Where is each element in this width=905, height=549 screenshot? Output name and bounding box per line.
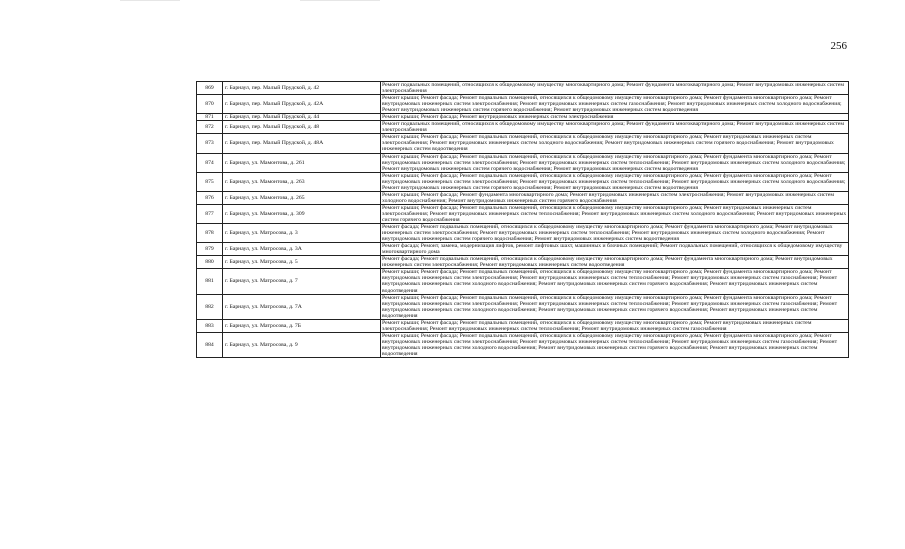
row-number: 884 (197, 332, 223, 357)
repair-works-list: Ремонт фасада; Ремонт, замена, модернизация лифтов, ремонт лифтовых шахт, машинных и блочных помещений; Ремонт подвальных помещений, относящихся к общедомовому имуществу многоквартирного дома (381, 243, 849, 256)
repair-works-list: Ремонт подвальных помещений, относящихся к общедомовому имуществу многоквартирного дома; Ремонт фундамента многоквартирного дома; Ремонт внутридомовых инженерных систем электроснабжения (381, 121, 849, 134)
table-row (197, 121, 849, 134)
building-address: г. Барнаул, ул. Мамонтова, д. 261 (223, 153, 381, 172)
repair-works-list: Ремонт крыши; Ремонт фасада; Ремонт подвальных помещений, относящихся к общедомовому имуществу многоквартирного дома; Ремонт фундамента многоквартирного дома; Ремонт внутридомовых инженерных систем электроснабжения; Ремонт внутридомовых инженерных систем теплоснабжения; Ремонт внутридомовых инженерных систем газоснабжения; Ремонт внутридомовых инженерных систем холодного водоснабжения; Ремонт внутридомовых инженерных систем горячего водоснабжения; Ремонт внутридомовых инженерных систем водоотведения (381, 294, 849, 319)
building-address: г. Барнаул, ул. Матросова, д. 7А (223, 294, 381, 319)
building-address: г. Барнаул, ул. Матросова, д. 7 (223, 269, 381, 294)
row-number: 874 (197, 153, 223, 172)
building-address: г. Барнаул, ул. Матросова, д. 3А (223, 243, 381, 256)
repair-works-list: Ремонт крыши; Ремонт фасада; Ремонт подвальных помещений, относящихся к общедомовому имуществу многоквартирного дома; Ремонт внутридомовых инженерных систем электроснабжения; Ремонт внутридомовых инженерных систем теплоснабжения; Ремонт внутридомовых инженерных систем холодного водоснабжения; Ремонт внутридомовых инженерных систем горячего водоснабжения (381, 204, 849, 223)
table-row (197, 172, 849, 191)
table-row (197, 294, 849, 319)
table-row (197, 204, 849, 223)
building-address: г. Барнаул, пер. Малый Прудской, д. 42А (223, 95, 381, 114)
repair-works-list: Ремонт крыши; Ремонт фасада; Ремонт подвальных помещений, относящихся к общедомовому имуществу многоквартирного дома; Ремонт фундамента многоквартирного дома; Ремонт внутридомовых инженерных систем электроснабжения; Ремонт внутридомовых инженерных систем теплоснабжения; Ремонт внутридомовых инженерных систем холодного водоснабжения; Ремонт внутридомовых инженерных систем горячего водоснабжения; Ремонт внутридомовых инженерных систем водоотведения (381, 153, 849, 172)
building-address: г. Барнаул, ул. Мамонтова, д. 309 (223, 204, 381, 223)
table-row (197, 224, 849, 243)
row-number: 872 (197, 121, 223, 134)
repair-works-list: Ремонт крыши; Ремонт фасада; Ремонт подвальных помещений, относящихся к общедомовому имуществу многоквартирного дома; Ремонт фундамента многоквартирного дома; Ремонт внутридомовых инженерных систем электроснабжения; Ремонт внутридомовых инженерных систем теплоснабжения; Ремонт внутридомовых инженерных систем газоснабжения; Ремонт внутридомовых инженерных систем холодного водоснабжения; Ремонт внутридомовых инженерных систем горячего водоснабжения; Ремонт внутридомовых инженерных систем водоотведения (381, 332, 849, 357)
row-number: 883 (197, 319, 223, 332)
repair-works-list: Ремонт крыши; Ремонт фасада; Ремонт подвальных помещений, относящихся к общедомовому имуществу многоквартирного дома; Ремонт фундамента многоквартирного дома; Ремонт внутридомовых инженерных систем электроснабжения; Ремонт внутридомовых инженерных систем теплоснабжения; Ремонт внутридомовых инженерных систем газоснабжения; Ремонт внутридомовых инженерных систем холодного водоснабжения; Ремонт внутридомовых инженерных систем горячего водоснабжения; Ремонт внутридомовых инженерных систем водоотведения (381, 269, 849, 294)
scan-edge-line (120, 0, 180, 1)
table-row (197, 256, 849, 269)
repair-works-list: Ремонт крыши; Ремонт фасада; Ремонт подвальных помещений, относящихся к общедомовому имуществу многоквартирного дома; Ремонт фундамента многоквартирного дома; Ремонт внутридомовых инженерных систем электроснабжения; Ремонт внутридомовых инженерных систем газоснабжения; Ремонт внутридомовых инженерных систем холодного водоснабжения; Ремонт внутридомовых инженерных систем горячего водоснабжения; Ремонт внутридомовых инженерных систем водоотведения (381, 95, 849, 114)
table-row (197, 319, 849, 332)
table-row (197, 95, 849, 114)
building-address: г. Барнаул, ул. Матросова, д. 5 (223, 256, 381, 269)
building-address: г. Барнаул, пер. Малый Прудской, д. 48А (223, 134, 381, 153)
page-number: 256 (830, 40, 847, 52)
repair-works-list: Ремонт крыши; Ремонт фасада; Ремонт подвальных помещений, относящихся к общедомовому имуществу многоквартирного дома; Ремонт внутридомовых инженерных систем электроснабжения; Ремонт внутридомовых инженерных систем теплоснабжения; Ремонт внутридомовых инженерных систем газоснабжения (381, 319, 849, 332)
building-address: г. Барнаул, пер. Малый Прудской, д. 42 (223, 82, 381, 95)
repair-works-list: Ремонт крыши; Ремонт фасада; Ремонт подвальных помещений, относящихся к общедомовому имуществу многоквартирного дома; Ремонт фундамента многоквартирного дома; Ремонт внутридомовых инженерных систем электроснабжения; Ремонт внутридомовых инженерных систем теплоснабжения; Ремонт внутридомовых инженерных систем холодного водоснабжения; Ремонт внутридомовых инженерных систем горячего водоснабжения; Ремонт внутридомовых инженерных систем водоотведения (381, 172, 849, 191)
repair-works-list: Ремонт фасада; Ремонт подвальных помещений, относящихся к общедомовому имуществу многоквартирного дома; Ремонт фундамента многоквартирного дома; Ремонт внутридомовых инженерных систем электроснабжения; Ремонт внутридомовых инженерных систем теплоснабжения; Ремонт внутридомовых инженерных систем холодного водоснабжения; Ремонт внутридомовых инженерных систем горячего водоснабжения; Ремонт внутридомовых инженерных систем водоотведения (381, 224, 849, 243)
row-number: 878 (197, 224, 223, 243)
table-row (197, 82, 849, 95)
table-row (197, 269, 849, 294)
building-address: г. Барнаул, пер. Малый Прудской, д. 48 (223, 121, 381, 134)
repair-works-table (196, 81, 849, 358)
row-number: 871 (197, 114, 223, 121)
building-address: г. Барнаул, ул. Матросова, д. 7Б (223, 319, 381, 332)
row-number: 873 (197, 134, 223, 153)
building-address: г. Барнаул, ул. Мамонтова, д. 263 (223, 172, 381, 191)
row-number: 881 (197, 269, 223, 294)
building-address: г. Барнаул, ул. Матросова, д. 9 (223, 332, 381, 357)
row-number: 875 (197, 172, 223, 191)
table-row (197, 134, 849, 153)
repair-works-list: Ремонт фасада; Ремонт подвальных помещений, относящихся к общедомовому имуществу многоквартирного дома; Ремонт фундамента многоквартирного дома; Ремонт внутридомовых инженерных систем электроснабжения; Ремонт внутридомовых инженерных систем водоотведения (381, 256, 849, 269)
repair-works-list: Ремонт крыши; Ремонт фасада; Ремонт фундамента многоквартирного дома; Ремонт внутридомовых инженерных систем электроснабжения; Ремонт внутридомовых инженерных систем холодного водоснабжения; Ремонт внутридомовых инженерных систем горячего водоснабжения (381, 191, 849, 204)
row-number: 879 (197, 243, 223, 256)
row-number: 870 (197, 95, 223, 114)
row-number: 877 (197, 204, 223, 223)
scan-edge-line (300, 0, 380, 1)
row-number: 869 (197, 82, 223, 95)
row-number: 880 (197, 256, 223, 269)
table-row (197, 332, 849, 357)
repair-works-list: Ремонт подвальных помещений, относящихся к общедомовому имуществу многоквартирного дома; Ремонт фундамента многоквартирного дома; Ремонт внутридомовых инженерных систем электроснабжения (381, 82, 849, 95)
repair-works-list: Ремонт крыши; Ремонт фасада; Ремонт подвальных помещений, относящихся к общедомовому имуществу многоквартирного дома; Ремонт внутридомовых инженерных систем электроснабжения; Ремонт внутридомовых инженерных систем холодного водоснабжения; Ремонт внутридомовых инженерных систем горячего водоснабжения; Ремонт внутридомовых инженерных систем водоотведения (381, 134, 849, 153)
building-address: г. Барнаул, ул. Мамонтова, д. 265 (223, 191, 381, 204)
row-number: 882 (197, 294, 223, 319)
row-number: 876 (197, 191, 223, 204)
table-row (197, 191, 849, 204)
table-body (197, 82, 849, 358)
building-address: г. Барнаул, пер. Малый Прудской, д. 44 (223, 114, 381, 121)
table-row (197, 114, 849, 121)
table-row (197, 243, 849, 256)
table-row (197, 153, 849, 172)
repair-works-list: Ремонт крыши; Ремонт фасада; Ремонт внутридомовых инженерных систем электроснабжения (381, 114, 849, 121)
building-address: г. Барнаул, ул. Матросова, д. 3 (223, 224, 381, 243)
